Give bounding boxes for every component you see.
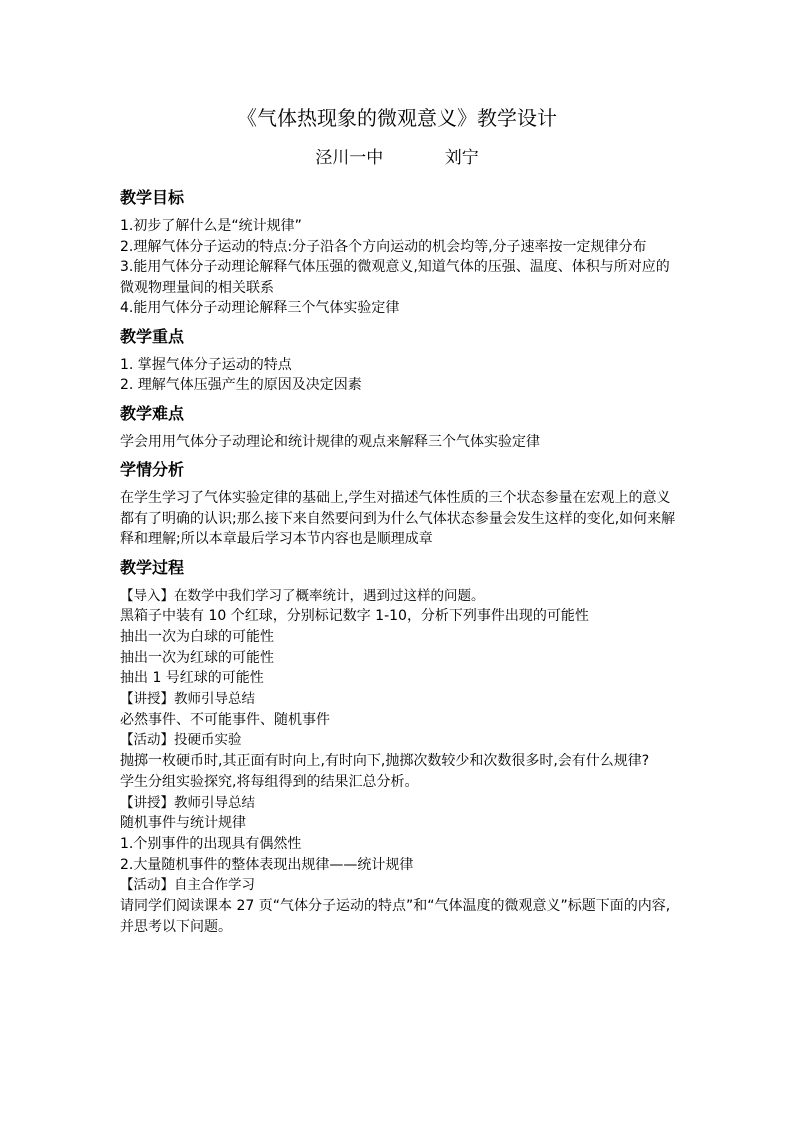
section-analysis [120, 458, 680, 550]
key-point-item: 2. 理解气体压强产生的原因及决定因素 [120, 377, 362, 393]
section-heading: 教学目标 [120, 188, 185, 207]
section-heading: 教学过程 [120, 557, 185, 577]
difficulty-text: 学会用用气体分子动理论和统计规律的观点来解释三个气体实验定律 [120, 433, 540, 450]
process-line: 黑箱子中装有 10 个红球，分别标记数字 1-10，分析下列事件出现的可能性 [120, 608, 589, 625]
process-line: 【讲授】教师引导总结 [120, 691, 255, 708]
process-line: 【活动】投硬币实验 [120, 732, 242, 749]
process-line: 1.个别事件的出现具有偶然性 [120, 835, 302, 852]
process-line: 【活动】自主合作学习 [120, 877, 255, 894]
process-line: 抽出一次为白球的可能性 [120, 628, 274, 645]
objective-item: 2.理解气体分子运动的特点:分子沿各个方向运动的机会均等,分子速率按一定规律分布 [120, 238, 647, 255]
process-line: 【导入】在数学中我们学习了概率统计，遇到过这样的问题。 [120, 587, 485, 604]
process-line: 随机事件与统计规律 [120, 815, 246, 832]
section-key-points [120, 325, 680, 396]
process-line: 学生分组实验探究,将每组得到的结果汇总分析。 [120, 773, 419, 790]
process-line: 必然事件、不可能事件、随机事件 [120, 711, 330, 728]
objective-item: 4.能用气体分子动理论解释三个气体实验定律 [120, 300, 400, 316]
process-line: 抽出 1 号红球的可能性 [120, 670, 264, 687]
process-line: 抛掷一枚硬币时,其正面有时向上,有时向下,抛掷次数较少和次数很多时,会有什么规律? [120, 753, 650, 770]
process-line: 请同学们阅读课本 27 页“气体分子运动的特点”和“气体温度的微观意义”标题下面的内容,并思考以下问题。 [120, 898, 671, 935]
document-body [120, 186, 680, 943]
process-line: 【讲授】教师引导总结 [120, 794, 255, 811]
objective-item: 3.能用气体分子动理论解释气体压强的微观意义,知道气体的压强、温度、体积与所对应的微观物理量间的相关联系 [120, 259, 670, 296]
section-difficulties [120, 402, 680, 453]
section-heading: 学情分析 [120, 460, 185, 479]
author-line [0, 146, 794, 170]
section-process [120, 556, 680, 938]
author-name: 刘宁 [444, 148, 479, 168]
author-school: 泾川一中 [315, 148, 384, 168]
process-line: 抽出一次为红球的可能性 [120, 649, 274, 666]
analysis-text: 在学生学习了气体实验定律的基础上,学生对描述气体性质的三个状态参量在宏观上的意义都有了明确的认识;那么接下来自然要问到为什么气体状态参量会发生这样的变化,如何来解释和理解;所以本章最后学习本节内容也是顺理成章 [120, 490, 676, 547]
objective-item: 1.初步了解什么是“统计规律” [120, 218, 302, 234]
section-objectives [120, 186, 680, 319]
section-heading: 教学难点 [120, 403, 185, 423]
process-line: 2.大量随机事件的整体表现出规律——统计规律 [120, 856, 414, 873]
document-title: 《气体热现象的微观意义》教学设计 [237, 106, 557, 130]
key-point-item: 1. 掌握气体分子运动的特点 [120, 356, 292, 373]
section-heading: 教学重点 [120, 326, 185, 346]
